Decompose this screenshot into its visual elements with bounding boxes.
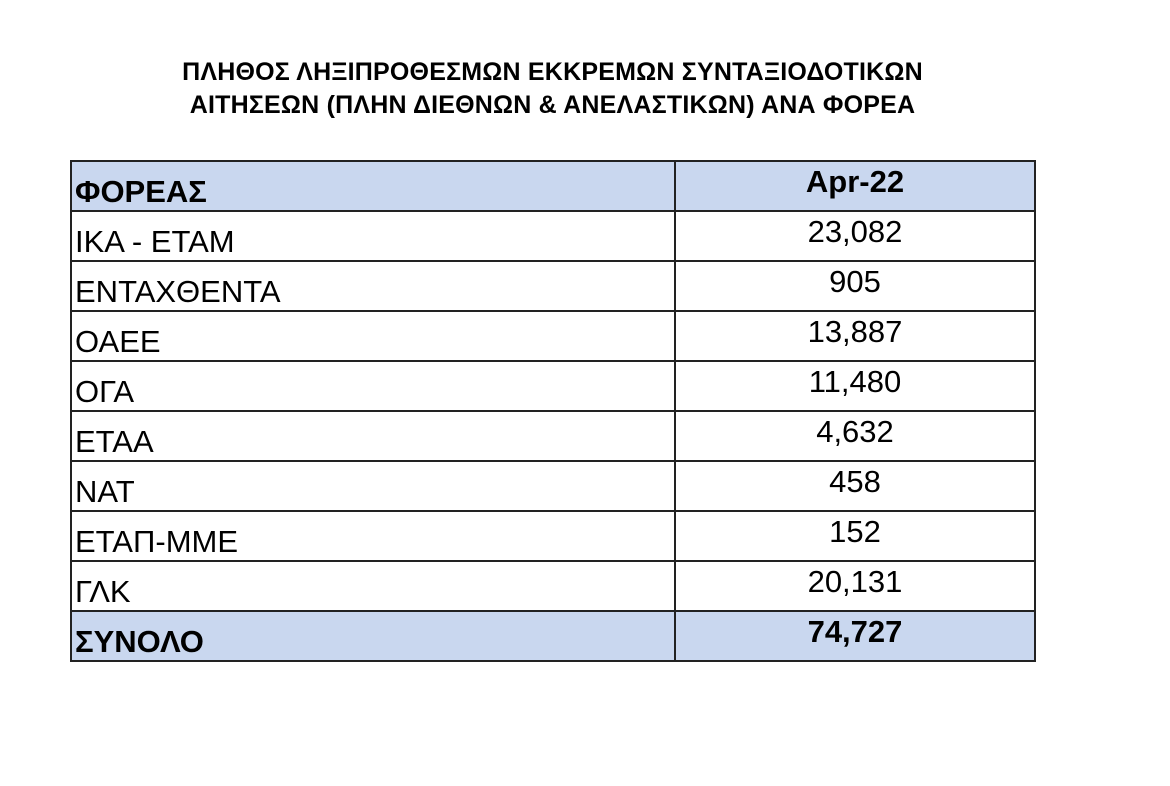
row-fund-name: ΕΝΤΑΧΘΕΝΤΑ <box>71 261 675 311</box>
row-fund-name: ΓΛΚ <box>71 561 675 611</box>
table-row <box>71 511 1035 561</box>
row-fund-name: ΟΑΕΕ <box>71 311 675 361</box>
row-fund-name: ΕΤΑΠ-ΜΜΕ <box>71 511 675 561</box>
title-line-1: ΠΛΗΘΟΣ ΛΗΞΙΠΡΟΘΕΣΜΩΝ ΕΚΚΡΕΜΩΝ ΣΥΝΤΑΞΙΟΔΟΤΙΚΩΝ <box>182 58 923 86</box>
header-period: Apr-22 <box>675 161 1035 211</box>
row-value: 20,131 <box>675 561 1035 611</box>
table-row <box>71 211 1035 261</box>
table-row <box>71 311 1035 361</box>
row-fund-name: ΟΓΑ <box>71 361 675 411</box>
total-value: 74,727 <box>675 611 1035 661</box>
row-fund-name: ΕΤΑΑ <box>71 411 675 461</box>
row-fund-name: ΝΑΤ <box>71 461 675 511</box>
row-value: 152 <box>675 511 1035 561</box>
table-header-row <box>71 161 1035 211</box>
row-fund-name: ΙΚΑ - ΕΤΑΜ <box>71 211 675 261</box>
row-value: 4,632 <box>675 411 1035 461</box>
table-row <box>71 461 1035 511</box>
title-line-2: ΑΙΤΗΣΕΩΝ (ΠΛΗΝ ΔΙΕΘΝΩΝ & ΑΝΕΛΑΣΤΙΚΩΝ) ΑΝΑ ΦΟΡΕΑ <box>189 91 916 119</box>
row-value: 23,082 <box>675 211 1035 261</box>
row-value: 11,480 <box>675 361 1035 411</box>
document-title <box>0 56 1105 122</box>
table-row <box>71 261 1035 311</box>
row-value: 13,887 <box>675 311 1035 361</box>
row-value: 458 <box>675 461 1035 511</box>
table-row <box>71 411 1035 461</box>
table-row <box>71 361 1035 411</box>
pending-applications-table <box>70 160 1036 662</box>
table-total-row <box>71 611 1035 661</box>
table-row <box>71 561 1035 611</box>
total-label: ΣΥΝΟΛΟ <box>71 611 675 661</box>
row-value: 905 <box>675 261 1035 311</box>
header-fund: ΦΟΡΕΑΣ <box>71 161 675 211</box>
